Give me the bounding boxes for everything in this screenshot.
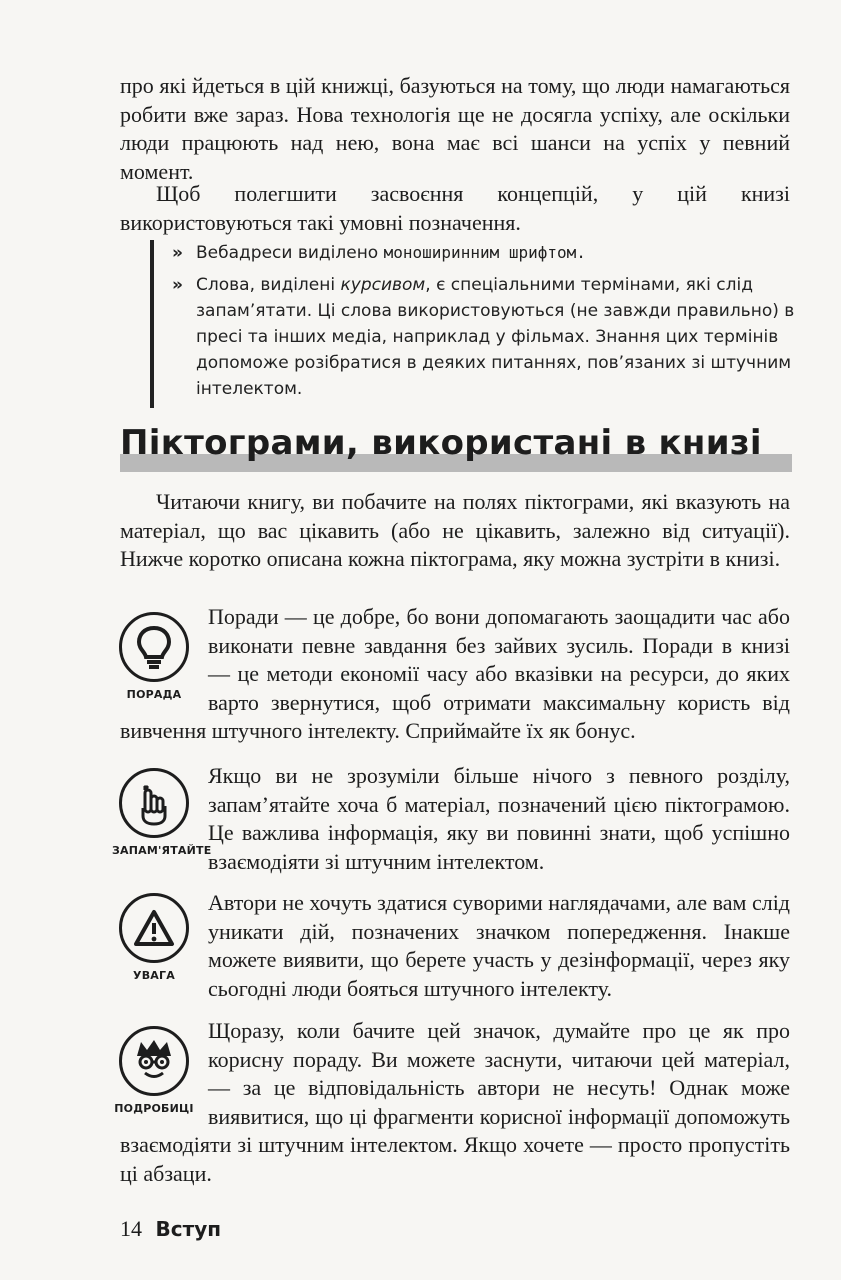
- double-chevron-icon: »: [172, 275, 183, 295]
- section-heading: [120, 420, 792, 472]
- page-number: 14: [120, 1216, 142, 1241]
- icon-label: ПОРАДА: [126, 688, 182, 701]
- warning-paragraph: Автори не хочуть здатися суворими наглядачами, але вам слід уникати дій, позначених значком попередження. Інакше можете виявити, що берете участь у дезінформації, через яку сьогодні люди бояться штучного інтелекту.: [208, 890, 790, 1001]
- bullet-text: Слова, виділені: [196, 275, 341, 295]
- monospace-sample: моноширинним шрифтом.: [383, 243, 586, 262]
- remember-paragraph: Якщо ви не зрозуміли більше нічого з певного розділу, запам’ятайте хоча б матеріал, позначений цією піктограмою. Це важлива інформація, яку ви повинні знати, щоб успішно взаємодіяти зі штучним інтелектом.: [208, 763, 790, 874]
- conventions-list: [150, 240, 812, 408]
- technical-paragraph: Щоразу, коли бачите цей значок, думайте про це як про корисну пораду. Ви можете заснути, читаючи цей матеріал, — за це відповідальність автори не несуть! Однак може виявитися, що ці фрагменти корисної інформації допоможуть взаємодіяти зі штучним інтелектом. Якщо хочете — просто пропустіть ці абзаци.: [120, 1018, 790, 1186]
- list-item: [172, 272, 812, 402]
- bullet-text: Вебадреси виділено: [196, 243, 384, 263]
- list-item: [172, 240, 812, 266]
- icon-label: УВАГА: [133, 969, 175, 982]
- icon-label: ПОДРОБИЦІ: [114, 1102, 194, 1115]
- italic-sample: курсивом: [340, 275, 426, 295]
- section-name: Вступ: [155, 1217, 222, 1241]
- intro-paragraph-1: про які йдеться в цій книжці, базуються на тому, що люди намагаються робити вже зараз. Нова технологія ще не досягла успіху, але оскільки люди працюють над нею, вона має всі шанси на успіх у певний момент.: [120, 73, 790, 184]
- bullet-text: , є спеціальними термінами, які слід запам’ятати. Ці слова використовуються (не завжди правильно) в пресі та інших медіа, наприклад у фільмах. Знання цих термінів допоможе розібратися в деяких питаннях, пов’язаних зі штучним інтелектом.: [196, 275, 795, 399]
- section-paragraph: Читаючи книгу, ви побачите на полях піктограми, які вказують на матеріал, що вас цікавить (або не цікавить, залежно від ситуації). Нижче коротко описана кожна піктограма, яку можна зустріти в книзі.: [120, 489, 790, 572]
- intro-paragraph-2: Щоб полегшити засвоєння концепцій, у цій книзі використовуються такі умовні позначення.: [120, 181, 790, 235]
- tip-paragraph: Поради — це добре, бо вони допомагають заощадити час або виконати певне завдання без зайвих зусиль. Поради в книзі — це методи економії часу або вказівки на ресурси, до яких варто звернутися, щоб отримати максимальну користь від вивчення штучного інтелекту. Сприймайте їх як бонус.: [120, 604, 790, 744]
- double-chevron-icon: »: [172, 243, 183, 263]
- icon-label: ЗАПАМ'ЯТАЙТЕ: [112, 844, 212, 857]
- page-footer: [120, 1216, 221, 1242]
- section-title: Піктограми, використані в книзі: [120, 423, 762, 463]
